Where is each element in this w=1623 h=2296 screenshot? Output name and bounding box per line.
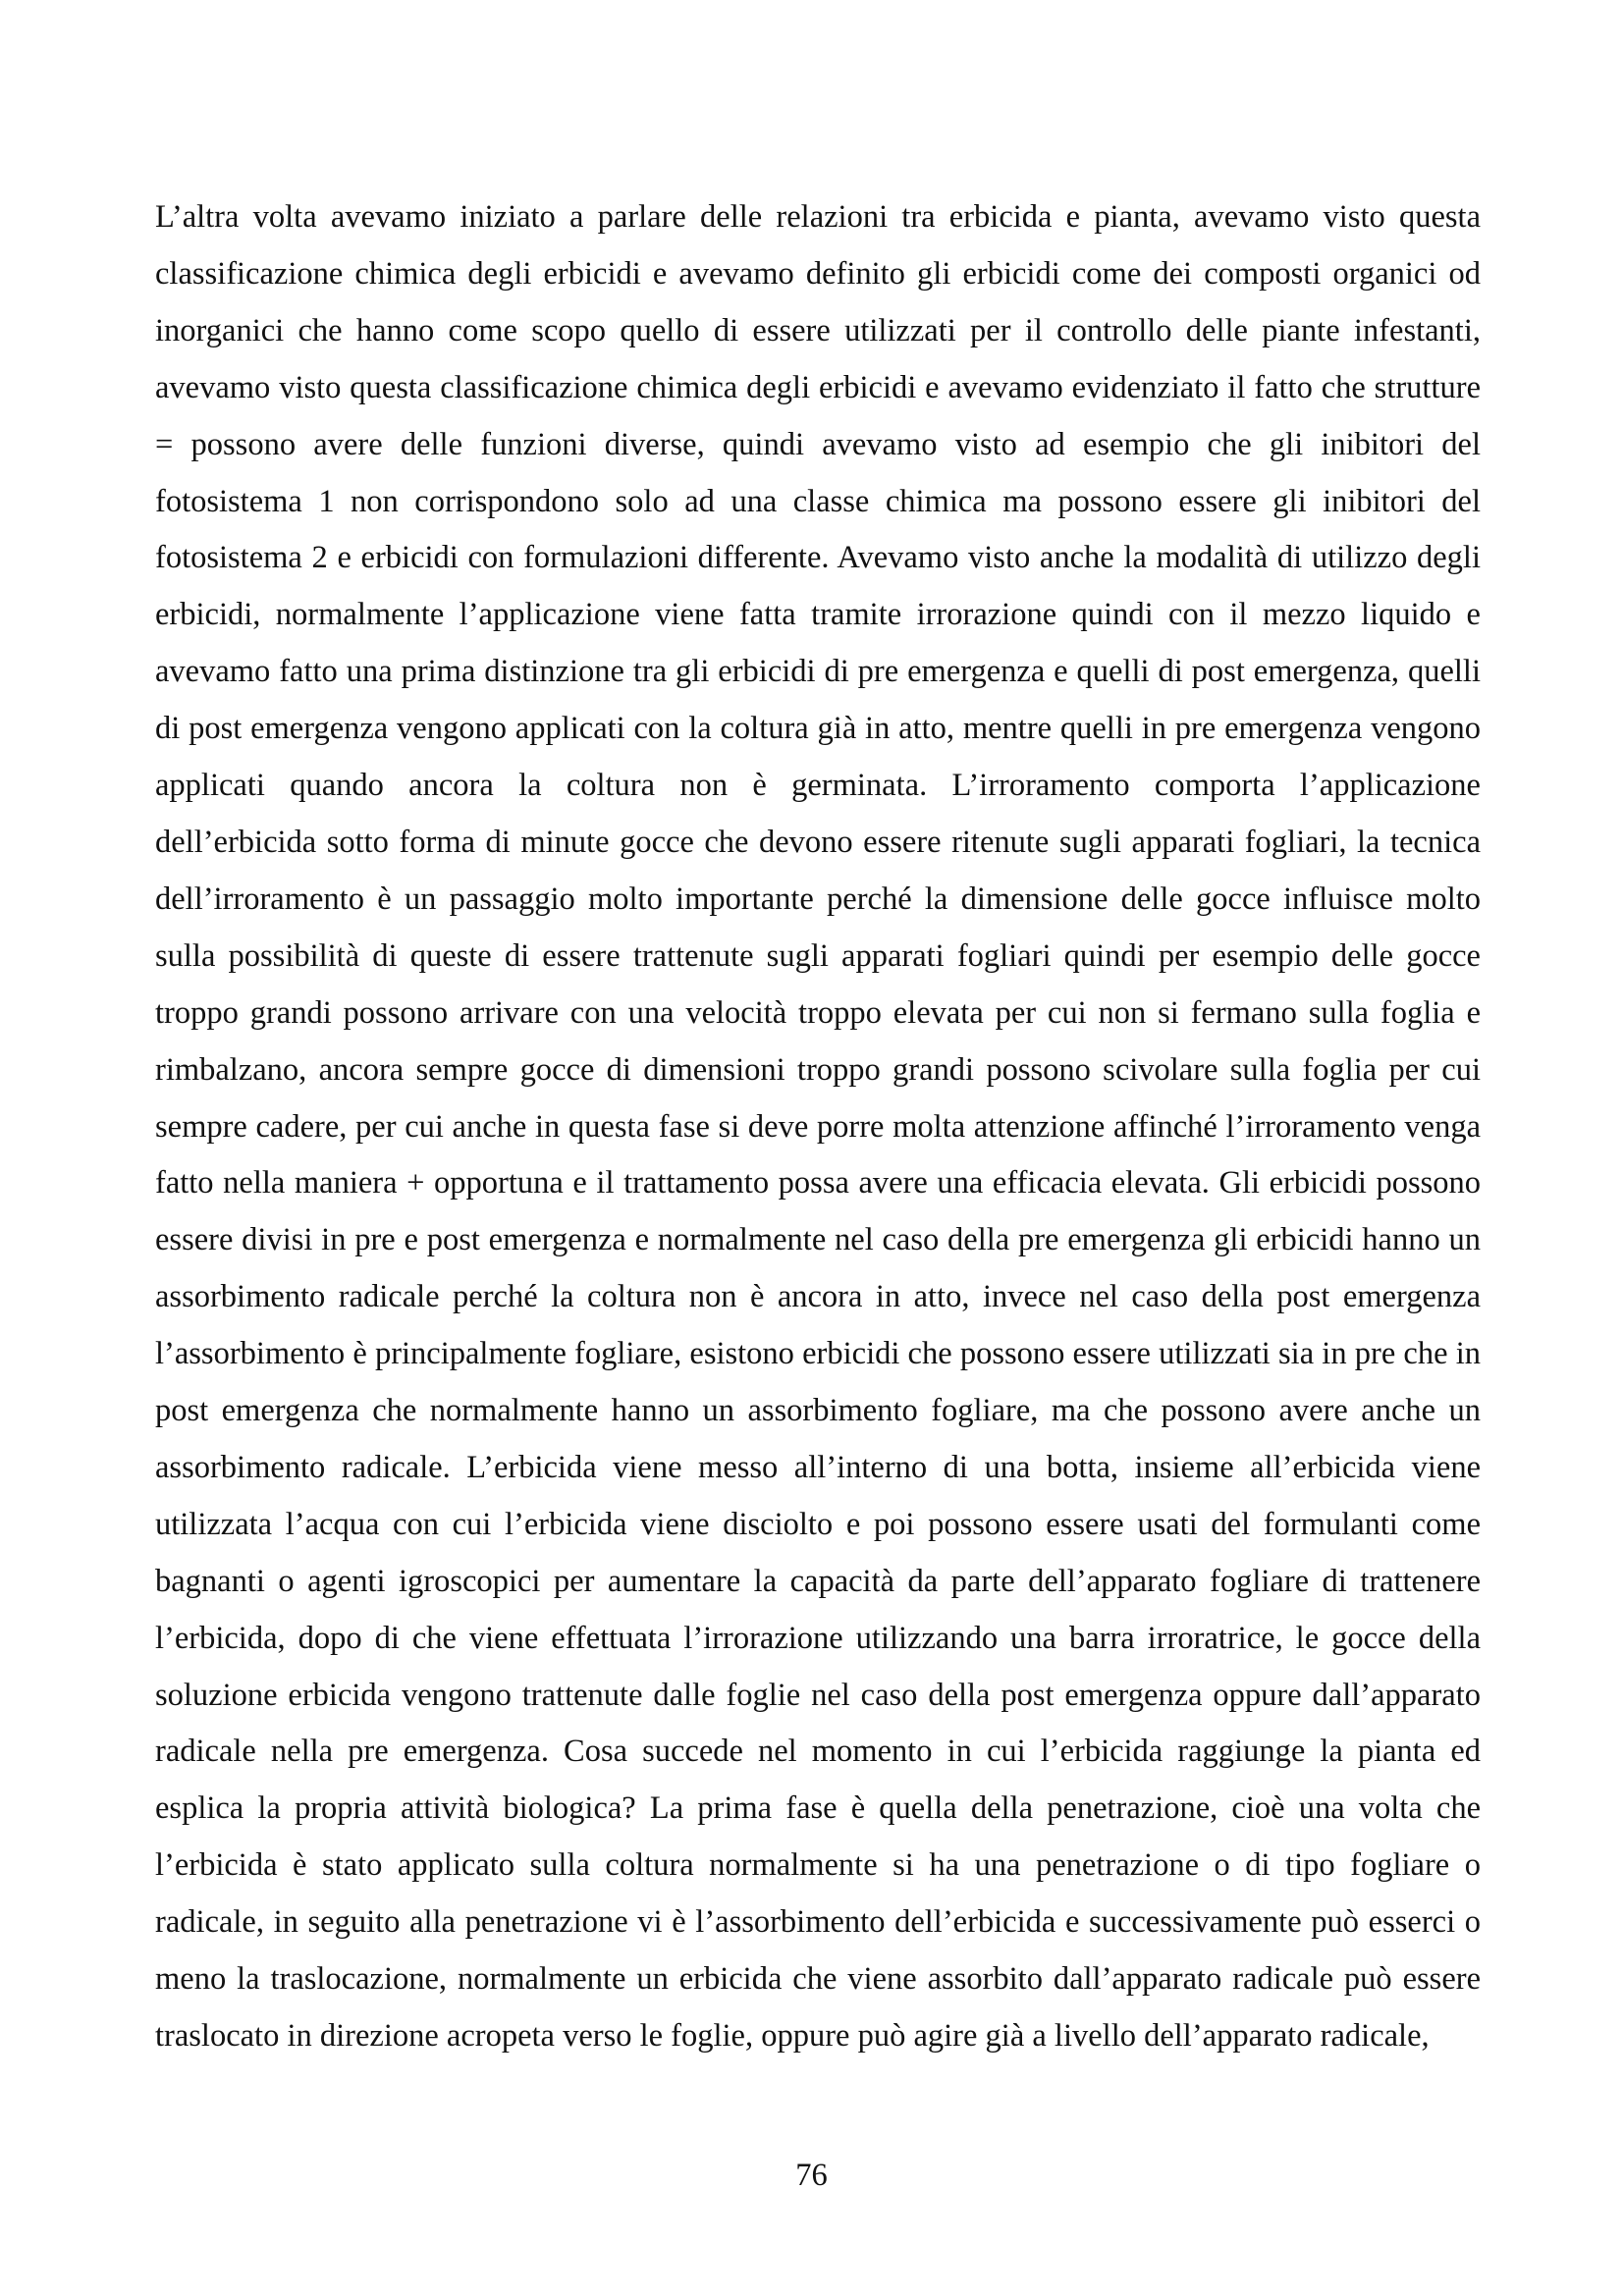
body-paragraph: L’altra volta avevamo iniziato a parlare delle relazioni tra erbicida e pianta, avevamo visto questa classificazione chimica degli erbicidi e avevamo definito gli erbicidi come dei composti organici od inorganici che hanno come scopo quello di essere utilizzati per il controllo delle piante infestanti, avevamo visto questa classificazione chimica degli erbicidi e avevamo evidenziato il fatto che strutture = possono avere delle funzioni diverse, quindi avevamo visto ad esempio che gli inibitori del fotosistema 1 non corrispondono solo ad una classe chimica ma possono essere gli inibitori del fotosistema 2 e erbicidi con formulazioni differente. Avevamo visto anche la modalità di utilizzo degli erbicidi, normalmente l’applicazione viene fatta tramite irrorazione quindi con il mezzo liquido e avevamo fatto una prima distinzione tra gli erbicidi di pre emergenza e quelli di post emergenza, quelli di post emergenza vengono applicati con la coltura già in atto, mentre quelli in pre emergenza vengono applicati quando ancora la coltura non è germinata. L’irroramento comporta l’applicazione dell’erbicida sotto forma di minute gocce che devono essere ritenute sugli apparati fogliari, la tecnica dell’irroramento è un passaggio molto importante perché la dimensione delle gocce influisce molto sulla possibilità di queste di essere trattenute sugli apparati fogliari quindi per esempio delle gocce troppo grandi possono arrivare con una velocità troppo elevata per cui non si fermano sulla foglia e rimbalzano, ancora sempre gocce di dimensioni troppo grandi possono scivolare sulla foglia per cui sempre cadere, per cui anche in questa fase si deve porre molta attenzione affinché l’irroramento venga fatto nella maniera + opportuna e il trattamento possa avere una efficacia elevata. Gli erbicidi possono essere divisi in pre e post emergenza e normalmente nel caso della pre emergenza gli erbicidi hanno un assorbimento radicale perché la coltura non è ancora in atto, invece nel caso della post emergenza l’assorbimento è principalmente fogliare, esistono erbicidi che possono essere utilizzati sia in pre che in post emergenza che normalmente hanno un assorbimento fogliare, ma che possono avere anche un assorbimento radicale. L’erbicida viene messo all’interno di una botta, insieme all’erbicida viene utilizzata l’acqua con cui l’erbicida viene disciolto e poi possono essere usati del formulanti come bagnanti o agenti igroscopici per aumentare la capacità da parte dell’apparato fogliare di trattenere l’erbicida, dopo di che viene effettuata l’irrorazione utilizzando una barra irroratrice, le gocce della soluzione erbicida vengono trattenute dalle foglie nel caso della post emergenza oppure dall’apparato radicale nella pre emergenza. Cosa succede nel momento in cui l’erbicida raggiunge la pianta ed esplica la propria attività biologica? La prima fase è quella della penetrazione, cioè una volta che l’erbicida è stato applicato sulla coltura normalmente si ha una penetrazione o di tipo fogliare o radicale, in seguito alla penetrazione vi è l’assorbimento dell’erbicida e successivamente può esserci o meno la traslocazione, normalmente un erbicida che viene assorbito dall’apparato radicale può essere traslocato in direzione acropeta verso le foglie, oppure può agire già a livello dell’apparato radicale,	[155, 199, 1481, 2054]
page-number: 76	[795, 2158, 828, 2193]
